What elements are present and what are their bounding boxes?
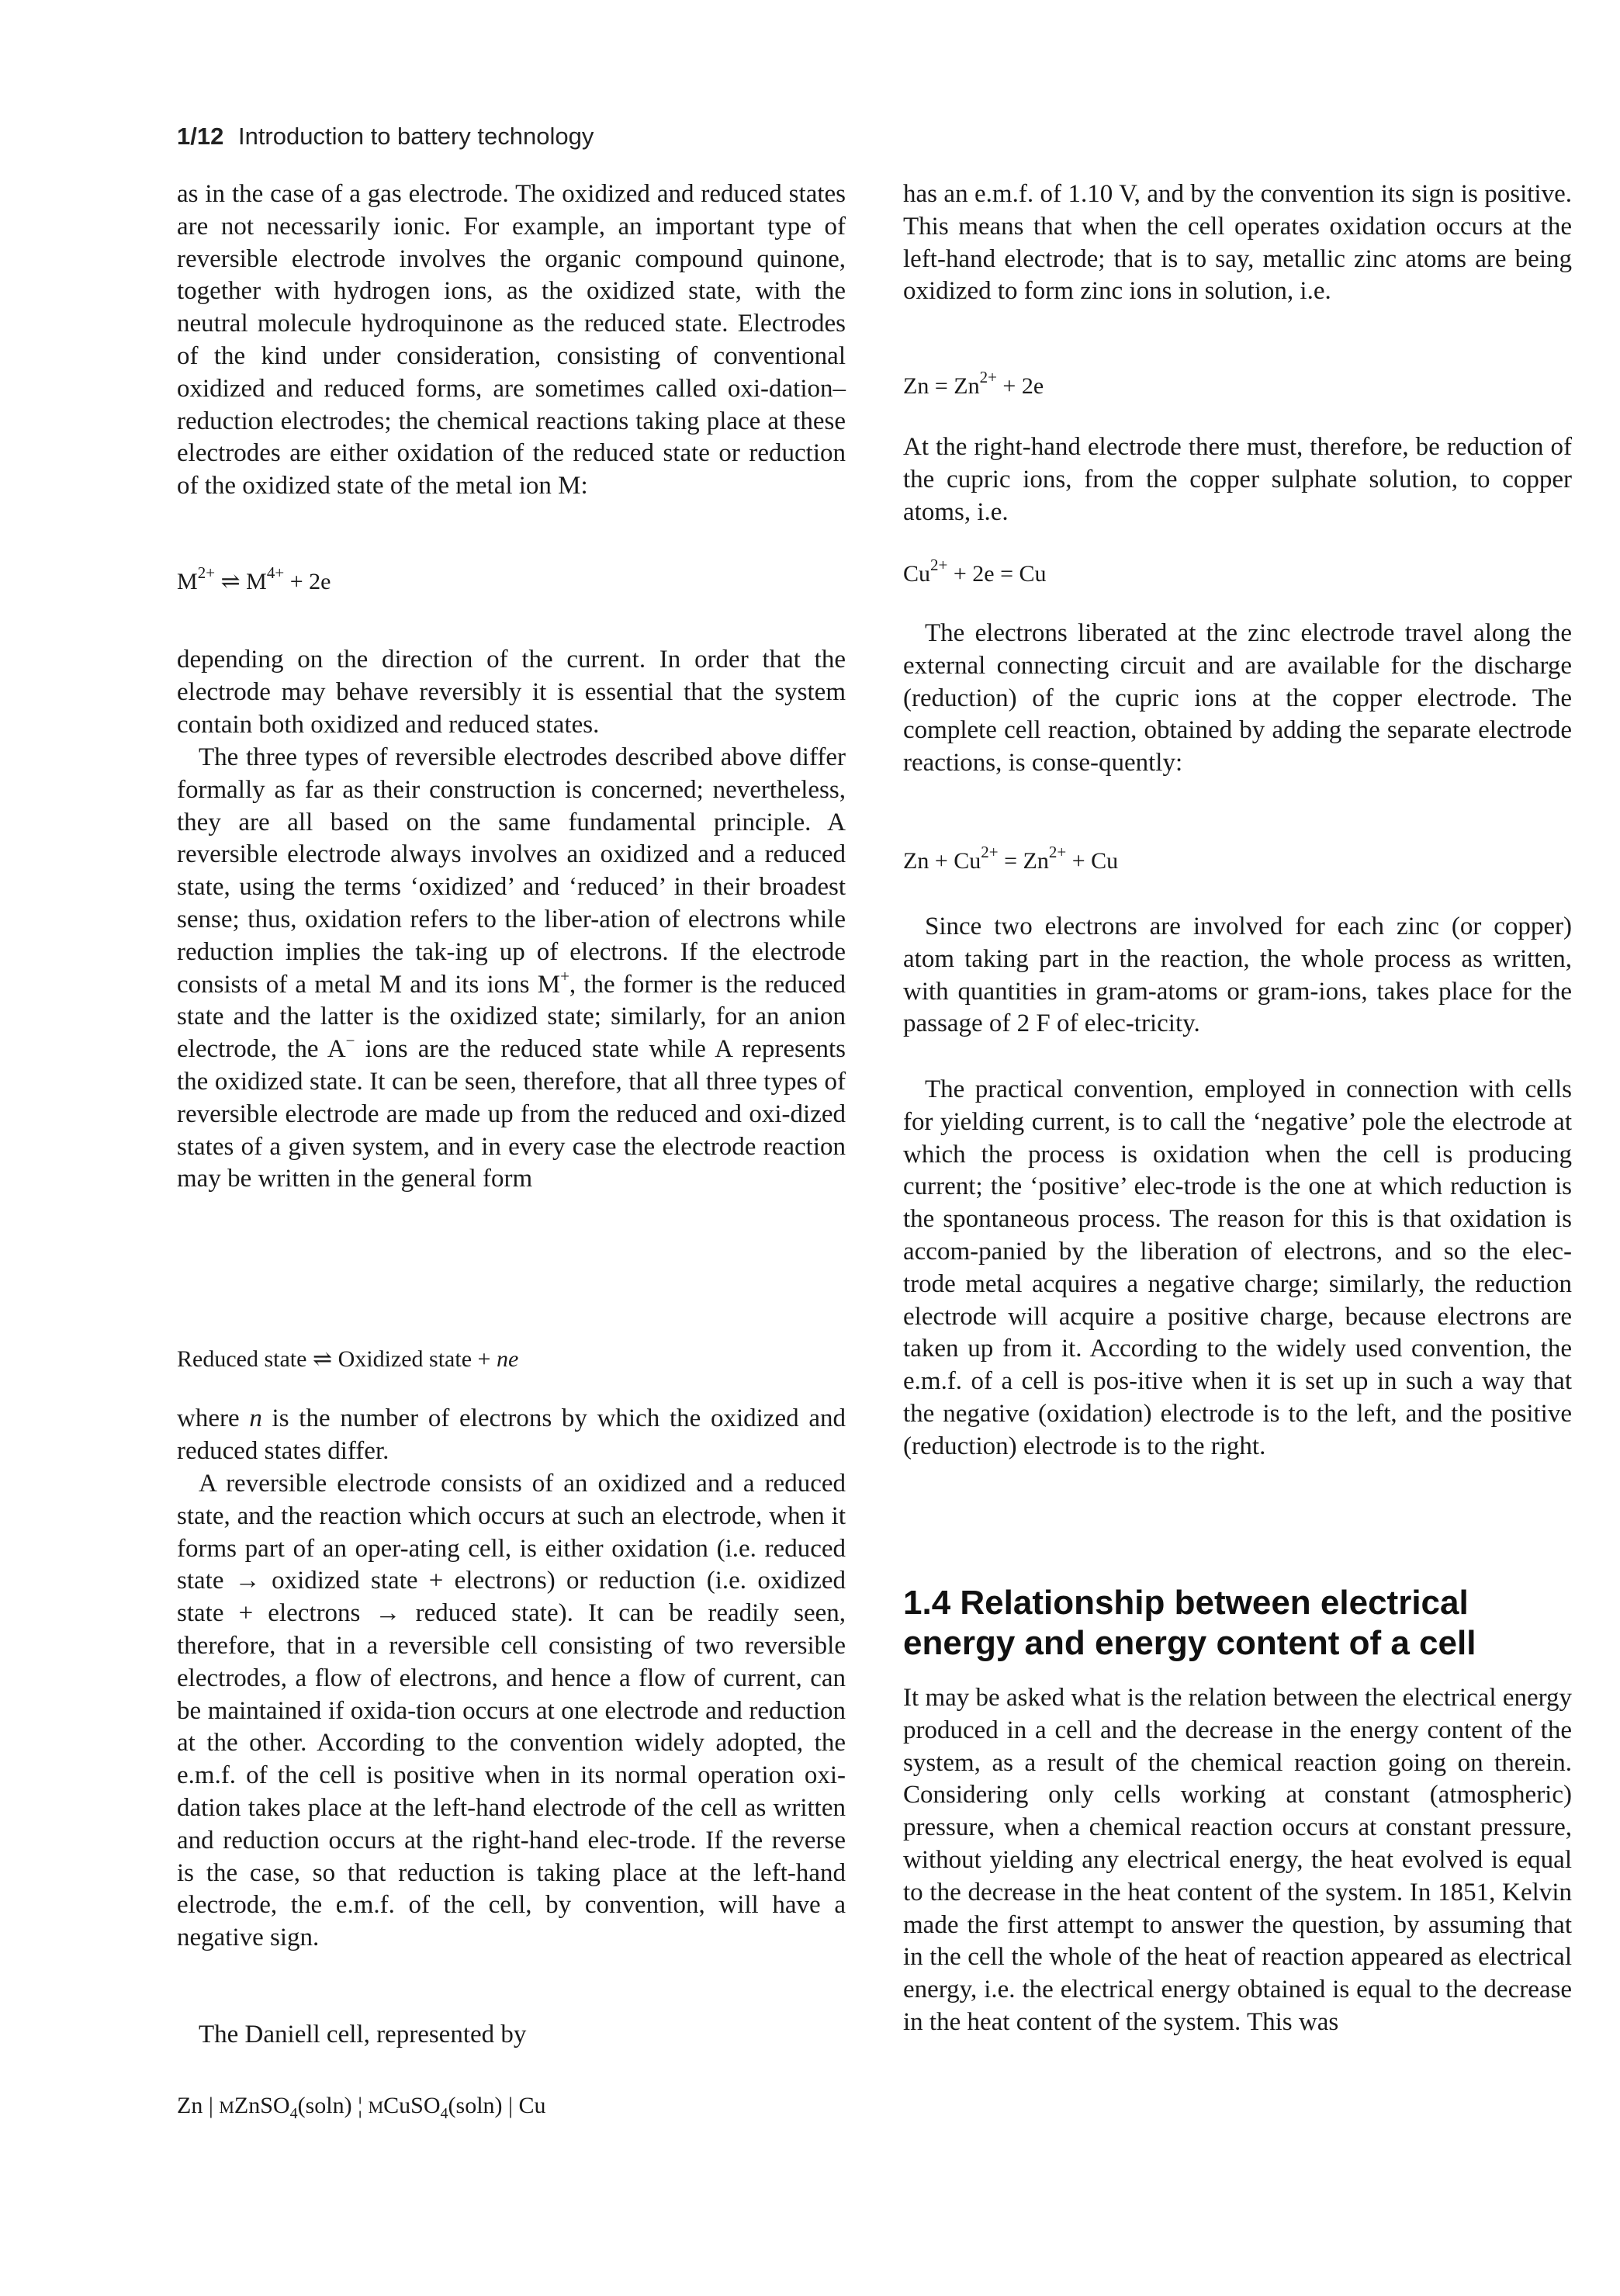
paragraph-text: depending on the direction of the current. In order that the electrode may behave reversibly it is essential that the system contain both oxidized and reduced states. xyxy=(177,646,846,739)
eq-term: Zn xyxy=(177,2093,203,2118)
eq-term: (soln) xyxy=(448,2093,503,2118)
paragraph-text: A reversible electrode consists of an oxidized and a reduced state, and the reaction which occurs at such an electrode, when it forms part of an oper-ating cell, is either oxidation (i.e. reduced state → oxidized state + electrons) or reduction (i.e. oxidized state + electrons → reduced state). It can be readily seen, therefore, that in a reversible cell consisting of two reversible electrodes, a flow of electrons, and hence a flow of current, can be maintained if oxida-tion occurs at one electrode and reduction at the other. According to the convention widely adopted, the e.m.f. of the cell is positive when in its normal operation oxi-dation takes place at the left-hand electrode of the cell as written and reduction occurs at the right-hand elec-trode. If the reverse is the case, so that reduction is taking place at the left-hand electrode, the e.m.f. of the cell, by convention, will have a negative sign. xyxy=(177,1470,846,1952)
equation-metal-ion xyxy=(177,563,846,597)
eq-term: Cu xyxy=(518,2093,546,2118)
paragraph-text xyxy=(177,1403,846,1468)
superscript: − xyxy=(345,1031,355,1051)
section-heading-line: 1.4 Relationship between electrical xyxy=(903,1584,1469,1622)
eq-term: Oxidized state + xyxy=(338,1346,497,1372)
paragraph-text: as in the case of a gas electrode. The oxidized and reduced states are not necessarily ionic. For example, an important type of reversible electrode involves the organic compound quinone, together with hydrogen ions, as the oxidized state, with the neutral molecule hydroquinone as the reduced state. Electrodes of the kind under consideration, consisting of conventional oxidized and reduced forms, are sometimes called oxi-dation–reduction electrodes; the chemical reactions taking place at these electrodes are either oxidation of the reduced state or reduction of the oxidized state of the metal ion M: xyxy=(177,180,846,500)
equation-copper-reduction xyxy=(903,556,1572,590)
paragraph-text: Since two electrons are involved for each zinc (or copper) atom taking part in the reaction, the whole process as written, with quantities in gram-atoms or gram-ions, takes place for the passage of 2 F of elec-tricity. xyxy=(903,913,1572,1038)
running-title: Introduction to battery technology xyxy=(237,123,594,150)
left-paragraph-4 xyxy=(177,1403,846,1468)
eq-term: Reduced state xyxy=(177,1346,307,1372)
eq-term: ne xyxy=(496,1346,519,1372)
eq-term: CuSO xyxy=(383,2093,441,2118)
paragraph-text: At the right-hand electrode there must, therefore, be reduction of the cupric ions, from the copper sulphate solution, to copper atoms, i.e. xyxy=(903,433,1572,526)
eq-term: Zn + Cu xyxy=(903,848,981,874)
paragraph-text xyxy=(177,742,846,1196)
eq-term: Cu xyxy=(903,561,931,587)
subscript: 4 xyxy=(440,2105,448,2122)
eq-term: = Zn xyxy=(998,848,1049,874)
text-run: where xyxy=(177,1404,250,1432)
right-paragraph-3 xyxy=(903,618,1572,780)
paragraph-text: The electrons liberated at the zinc electrode travel along the external connecting circuit and are available for the discharge (reduction) of the cupric ions at the copper electrode. The complete cell reaction, obtained by adding the separate electrode reactions, is conse-quently: xyxy=(903,619,1572,777)
section-heading-1-4 xyxy=(903,1583,1572,1664)
text-run: is the number of electrons by which the oxidized and reduced states differ. xyxy=(177,1404,846,1465)
text-run: , the former is the reduced state and the latter is the oxidized state; similarly, for an anion electrode, the A xyxy=(177,970,846,1064)
left-paragraph-2 xyxy=(177,644,846,741)
eq-term: + 2e = Cu xyxy=(947,561,1047,587)
phase-boundary: | xyxy=(202,2093,220,2118)
eq-charge: 2+ xyxy=(981,843,999,861)
equation-zinc-oxidation xyxy=(903,368,1572,402)
eq-term: M xyxy=(219,2097,234,2117)
left-paragraph-5 xyxy=(177,1468,846,1955)
eq-charge: 2+ xyxy=(930,556,948,574)
right-paragraph-4 xyxy=(903,911,1572,1041)
eq-term: + Cu xyxy=(1066,848,1119,874)
left-paragraph-3 xyxy=(177,742,846,1196)
left-paragraph-6 xyxy=(177,2019,846,2052)
eq-term: M xyxy=(368,2097,384,2117)
right-paragraph-6 xyxy=(903,1682,1572,2039)
right-paragraph-1 xyxy=(903,178,1572,308)
equilibrium-arrow: ⇌ xyxy=(220,569,241,594)
eq-term: ZnSO xyxy=(234,2093,290,2118)
paragraph-text: The practical convention, employed in connection with cells for yielding current, is to call the ‘negative’ pole the electrode at which the process is oxidation when the cell is producing current; the ‘positive’ elec-trode is the one at which reduction is the spontaneous process. The reason for this is that oxidation is accom-panied by the liberation of electrons, and so the elec-trode metal acquires a negative charge; similarly, the reduction electrode will acquire a positive charge, because electrons are taken up from it. According to the widely used convention, the e.m.f. of a cell is pos-itive when it is set up in such a way that the negative (oxidation) electrode is to the left, and the positive (reduction) electrode is to the right. xyxy=(903,1075,1572,1460)
equilibrium-arrow: ⇌ xyxy=(312,1346,333,1372)
eq-term: M xyxy=(246,569,267,594)
liquid-junction: ¦ xyxy=(351,2093,369,2118)
equation-daniell-cell xyxy=(177,2090,846,2123)
paragraph-text: has an e.m.f. of 1.10 V, and by the convention its sign is positive. This means that when the cell operates oxidation occurs at the left-hand electrode; that is to say, metallic zinc atoms are being oxidized to form zinc ions in solution, i.e. xyxy=(903,180,1572,306)
paragraph-text: It may be asked what is the relation between the electrical energy produced in a cell and the decrease in the energy content of the system, as a result of the chemical reaction going on therein. Considering only cells working at constant (atmospheric) pressure, when a chemical reaction occurs at constant pressure, without yielding any electrical energy, the heat evolved is equal to the decrease in the heat content of the system. In 1851, Kelvin made the first attempt to answer the question, by assuming that in the cell the whole of the heat of reaction appeared as electrical energy, i.e. the electrical energy obtained is equal to the decrease in the heat content of the system. This was xyxy=(903,1684,1572,2036)
superscript: + xyxy=(560,966,569,985)
phase-boundary: | xyxy=(502,2093,519,2118)
right-paragraph-5 xyxy=(903,1074,1572,1463)
eq-term: (soln) xyxy=(297,2093,352,2118)
variable: n xyxy=(249,1404,262,1432)
eq-term: Zn = Zn xyxy=(903,373,980,399)
eq-term: + 2e xyxy=(289,569,331,594)
eq-charge: 4+ xyxy=(266,563,285,582)
left-paragraph-1 xyxy=(177,178,846,503)
eq-term: + 2e xyxy=(996,373,1044,399)
equation-general-form xyxy=(177,1344,846,1375)
section-heading-line: energy and energy content of a cell xyxy=(903,1624,1476,1662)
running-head xyxy=(177,123,594,151)
eq-charge: 2+ xyxy=(979,368,997,386)
equation-cell-reaction xyxy=(903,843,1572,877)
page-number: 1/12 xyxy=(177,123,224,150)
paragraph-text: The Daniell cell, represented by xyxy=(199,2021,527,2048)
eq-term: M xyxy=(177,569,198,594)
text-run: ions are the reduced state while A represents the oxidized state. It can be seen, therefore, that all three types of reversible electrode are made up from the reduced and oxi-dized states of a given system, and in every case the electrode reaction may be written in the general form xyxy=(177,1035,846,1193)
eq-charge: 2+ xyxy=(1048,843,1067,861)
text-run: The three types of reversible electrodes described above differ formally as far as their construction is concerned; nevertheless, they are all based on the same fundamental principle. A reversible electrode always involves an oxidized and a reduced state, using the terms ‘oxidized’ and ‘reduced’ in their broadest sense; thus, oxidation refers to the liber-ation of electrons while reduction implies the tak-ing up of electrons. If the electrode consists of a metal M and its ions M xyxy=(177,743,846,999)
eq-charge: 2+ xyxy=(197,563,216,582)
subscript: 4 xyxy=(289,2105,298,2122)
right-paragraph-2 xyxy=(903,431,1572,528)
